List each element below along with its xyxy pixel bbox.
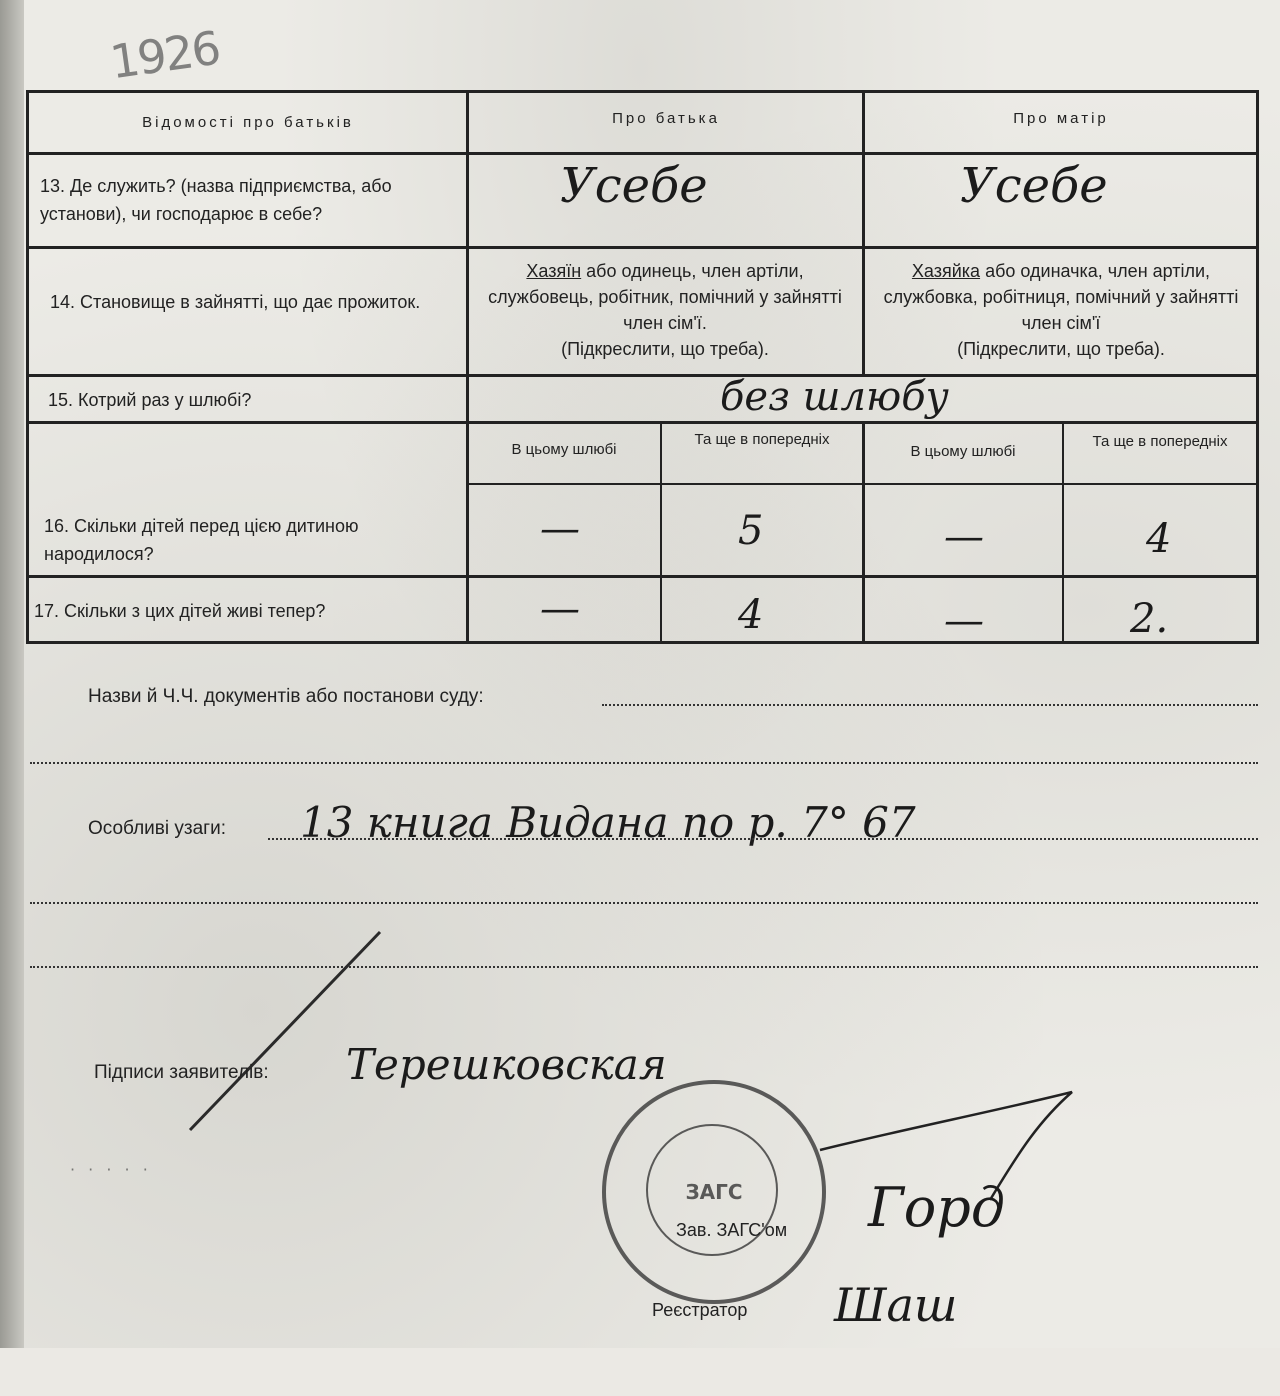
signatures-label: Підписи заявителів: — [94, 1062, 269, 1083]
head-signature: Горд — [868, 1176, 1006, 1239]
documents-label: Назви й Ч.Ч. документів або постанови суду: — [88, 686, 484, 707]
q14-father-options-text: або одинець, член артіли, службовець, робітник, помічний у зайнятті член сім'ї. — [488, 261, 842, 333]
q15-question: 15. Котрий раз у шлюбі? — [48, 390, 252, 410]
official-stamp — [602, 1080, 826, 1304]
q15-answer: без шлюбу — [720, 374, 949, 420]
q14-father-underlined: Хазяїн — [526, 261, 582, 281]
applicant-signature: Терешковская — [346, 1040, 667, 1089]
q17-father-prev: 4 — [738, 592, 764, 638]
q16-father-sub-this: В цьому шлюбі — [511, 441, 617, 458]
q16-question: 16. Скільки дітей перед цією дитиною народилося? — [44, 516, 359, 564]
head-label: Зав. ЗАГС'ом — [676, 1220, 788, 1240]
remarks-label: Особливі узаги: — [88, 818, 226, 839]
q13-mother-answer: Усебе — [960, 158, 1108, 214]
stamp-text: ЗАГС — [685, 1180, 743, 1204]
q16-mother-sub-this: В цьому шлюбі — [910, 443, 1016, 460]
q14-question: 14. Становище в зайнятті, що дає прожиток. — [50, 292, 421, 312]
q16-father-this: — — [540, 506, 580, 552]
q16-father-prev: 5 — [738, 508, 764, 554]
diagonal-strike — [190, 932, 380, 1130]
q17-mother-this: — — [944, 598, 984, 644]
q14-mother-note: (Підкреслити, що треба). — [957, 339, 1165, 359]
registrar-label: Реєстратор — [652, 1300, 748, 1320]
q14-father-note: (Підкреслити, що треба). — [561, 339, 769, 359]
q17-father-this: — — [540, 586, 580, 632]
year-mark: 1926 — [106, 20, 223, 90]
q16-father-sub-prev: Та ще в попередніх — [694, 431, 830, 448]
q14-mother-options-text: або одиначка, член артіли, службовка, робітниця, помічний у зайнятті член сім'ї — [883, 261, 1239, 333]
header-mother: Про матір — [1013, 110, 1109, 127]
header-father: Про батька — [612, 110, 720, 127]
q17-question: 17. Скільки з цих дітей живі тепер? — [34, 601, 326, 621]
remarks-value: 13 книга Видана по р. 7° 67 — [300, 798, 916, 847]
header-info: Відомості про батьків — [142, 114, 354, 131]
q16-mother-prev: 4 — [1146, 516, 1172, 562]
q14-mother-underlined: Хазяйка — [911, 261, 981, 281]
registrar-signature: Шаш — [834, 1278, 958, 1332]
q16-mother-this: — — [944, 514, 984, 560]
q13-father-answer: Усебе — [560, 158, 708, 214]
q17-mother-prev: 2. — [1130, 596, 1169, 642]
faint-stamp-marks: · · · · · — [70, 1160, 152, 1179]
q13-question: 13. Де служить? (назва підприємства, або установи), чи господарює в себе? — [40, 176, 392, 224]
q16-mother-sub-prev: Та ще в попередніх — [1092, 433, 1228, 450]
